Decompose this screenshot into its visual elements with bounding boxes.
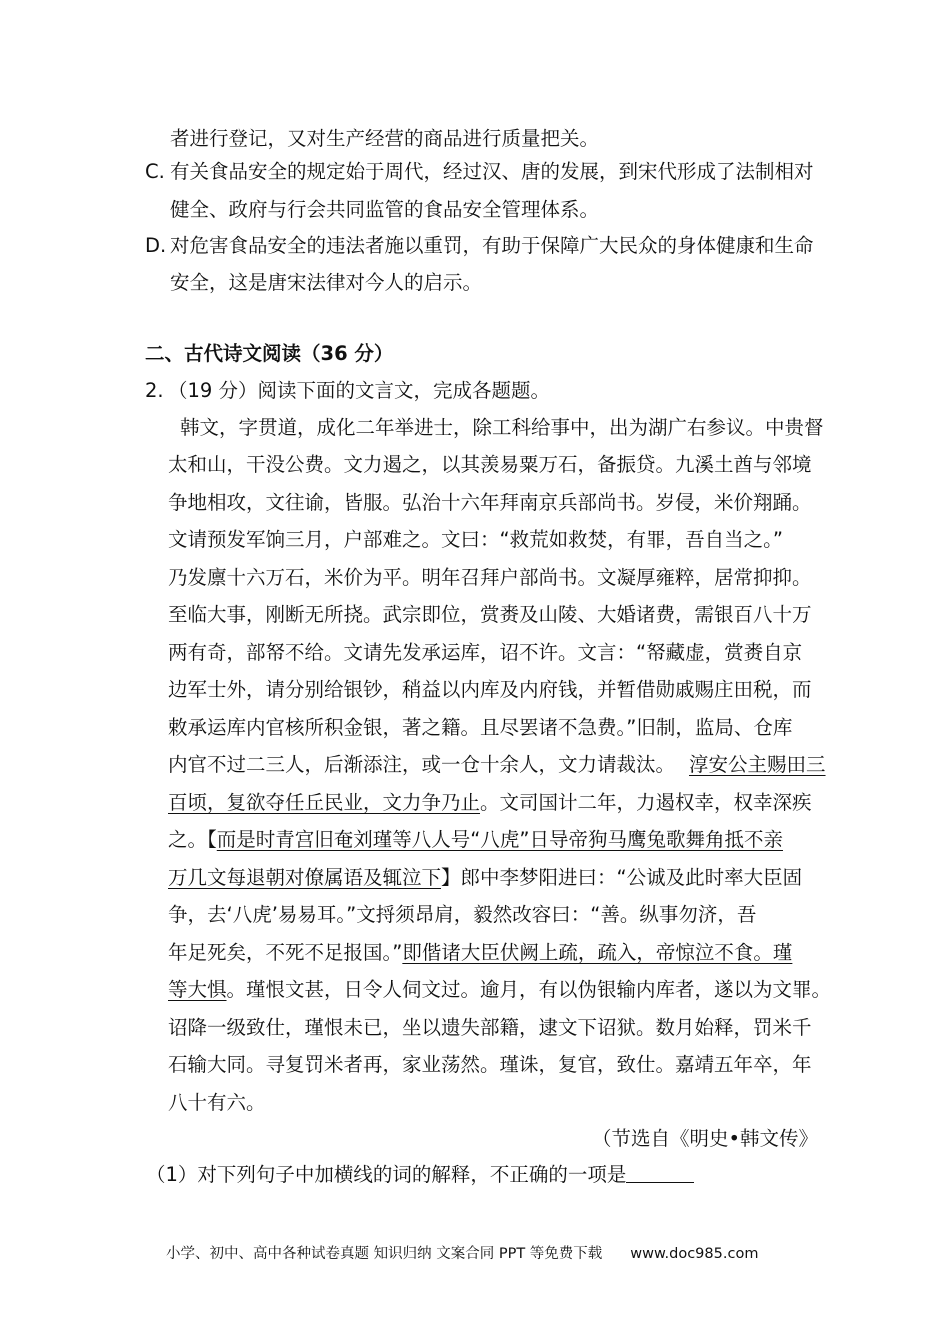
- passage-text: 。文司国计二年，力遏权幸，权幸深疾: [480, 791, 812, 814]
- passage-line: 太和山，干没公费。文力遏之，以其羡易粟万石，备振贷。九溪土酋与邻境: [168, 453, 812, 476]
- sub-question-text: （1）对下列句子中加横线的词的解释，不正确的一项是: [146, 1163, 627, 1186]
- sub-question-1: [146, 1163, 694, 1187]
- question-intro: （19 分）阅读下面的文言文，完成各题题。: [168, 379, 551, 402]
- option-d-label: D.: [145, 234, 167, 257]
- underlined-sentence: 等大惧: [168, 978, 227, 1001]
- bracket-open: 之。【: [168, 828, 217, 851]
- footer-text: 小学、初中、高中各种试卷真题 知识归纳 文案合同 PPT 等免费下载: [166, 1246, 603, 1262]
- answer-blank[interactable]: [626, 1164, 694, 1183]
- section-heading: 二、古代诗文阅读（36 分）: [145, 342, 394, 365]
- footer-url[interactable]: www.doc985.com: [630, 1246, 759, 1262]
- bracketed-sentence: 万几文每退朝对僚属语及辄泣下: [168, 866, 442, 889]
- passage-line: 至临大事，刚断无所挠。武宗即位，赏赉及山陵、大婚诸费，需银百八十万: [168, 603, 812, 626]
- option-c-label: C.: [145, 160, 165, 183]
- passage-line: 敕承运库内官核所积金银，著之籍。且尽罢诸不急费。”旧制，监局、仓库: [168, 716, 793, 739]
- passage-line: 诏降一级致仕，瑾恨未已，坐以遗失部籍，逮文下诏狱。数月始释，罚米千: [168, 1016, 812, 1039]
- passage-text: 年足死矣，不死不足报国。”: [168, 941, 403, 964]
- passage-line: [168, 866, 802, 890]
- page-footer: [166, 1244, 758, 1264]
- passage-line: [168, 828, 783, 852]
- passage-line: 八十有六。: [168, 1091, 266, 1114]
- passage-line: 韩文，字贯道，成化二年举进士，除工科给事中，出为湖广右参议。中贵督: [180, 416, 824, 439]
- passage-text: 】郎中李梦阳进曰：“公诚及此时率大臣固: [441, 866, 803, 889]
- passage-line: 两有奇，部帑不给。文请先发承运库，诏不许。文言：“帑藏虚，赏赉自京: [168, 641, 803, 664]
- option-c-line2: 健全、政府与行会共同监管的食品安全管理体系。: [170, 198, 600, 221]
- question-number: 2.: [145, 379, 164, 402]
- underlined-sentence: 百顷，复欲夺任丘民业，文力争乃止: [168, 791, 481, 814]
- passage-line: 争，去‘八虎’易易耳。”文捋须昂肩，毅然改容曰：“善。纵事勿济，吾: [168, 903, 757, 926]
- passage-line: [168, 941, 792, 965]
- underlined-sentence: 淳安公主赐田三: [689, 753, 826, 776]
- passage-line: 文请预发军饷三月，户部难之。文曰：“救荒如救焚，有罪，吾自当之。”: [168, 528, 783, 551]
- passage-text: 。瑾恨文甚，日令人伺文过。逾月，有以伪银输内库者，遂以为文罪。: [226, 978, 832, 1001]
- option-c-line1: 有关食品安全的规定始于周代，经过汉、唐的发展，到宋代形成了法制相对: [170, 160, 814, 183]
- option-d-line2: 安全，这是唐宋法律对今人的启示。: [170, 271, 483, 294]
- passage-line: 乃发廪十六万石，米价为平。明年召拜户部尚书。文凝厚雍粹，居常抑抑。: [168, 566, 812, 589]
- passage-line: [168, 753, 826, 777]
- bracketed-sentence: 而是时青宫旧奄刘瑾等八人号“八虎”日导帝狗马鹰兔歌舞角抵不亲: [216, 828, 783, 851]
- underlined-sentence: 即偕诸大臣伏阙上疏，疏入，帝惊泣不食。瑾: [402, 941, 793, 964]
- passage-line: 石输大同。寻复罚米者再，家业荡然。瑾诛，复官，致仕。嘉靖五年卒，年: [168, 1053, 812, 1076]
- passage-source: （节选自《明史•韩文传》: [592, 1127, 819, 1150]
- passage-line: 边军士外，请分别给银钞，稍益以内库及内府钱，并暂借勋戚赐庄田税，而: [168, 678, 812, 701]
- passage-text: 内官不过二三人，后渐添注，或一仓十余人，文力请裁汰。: [168, 753, 676, 776]
- passage-line: [168, 978, 831, 1002]
- passage-line: 争地相攻，文往谕，皆服。弘治十六年拜南京兵部尚书。岁侵，米价翔踊。: [168, 491, 812, 514]
- option-b-continuation: 者进行登记，又对生产经营的商品进行质量把关。: [170, 127, 600, 150]
- passage-line: [168, 791, 812, 815]
- option-d-line1: 对危害食品安全的违法者施以重罚，有助于保障广大民众的身体健康和生命: [170, 234, 814, 257]
